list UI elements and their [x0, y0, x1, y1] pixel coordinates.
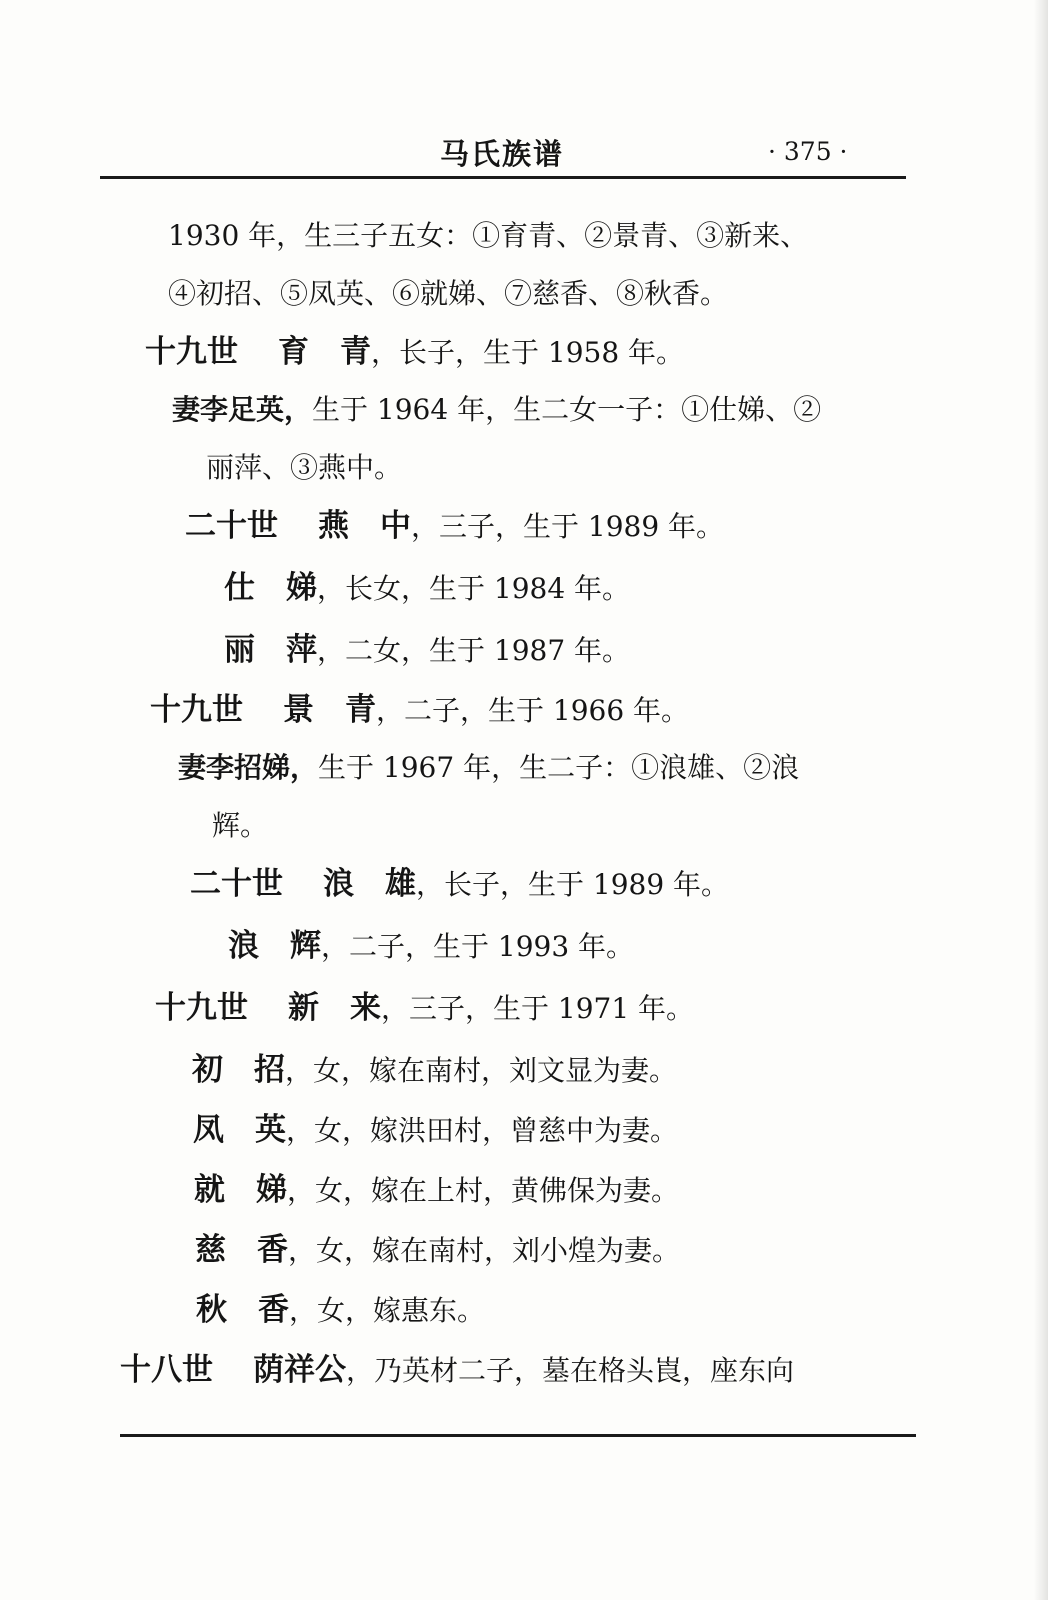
generation-label: 十八世: [120, 1352, 213, 1388]
entry-line: [196, 1292, 485, 1329]
line-text: 丽萍、③燕中。: [206, 451, 403, 484]
text-line: [206, 450, 402, 486]
entry-line: [224, 632, 630, 669]
person-name: 秋 香: [196, 1292, 289, 1328]
person-name: 浪 辉: [228, 928, 321, 964]
person-name: 荫祥公: [253, 1352, 346, 1388]
entry-line: [120, 1352, 794, 1389]
person-name: 初 招: [192, 1052, 285, 1088]
footer-rule: [120, 1434, 916, 1437]
entry-text: ，三子，生于 1971 年。: [381, 992, 695, 1025]
person-name: 燕 中: [318, 508, 411, 544]
generation-label: 十九世: [150, 692, 243, 728]
wife-name: 妻李招娣，: [178, 751, 319, 784]
entry-line: [155, 990, 694, 1027]
person-name: 景 青: [283, 692, 376, 728]
line-text: 辉。: [212, 809, 269, 842]
entry-text: ，二女，生于 1987 年。: [317, 634, 631, 667]
entry-line: [192, 1052, 677, 1089]
entry-line: [145, 334, 684, 371]
person-name: 仕 娣: [224, 570, 317, 606]
page-number: · 375 ·: [768, 137, 848, 166]
entry-text: ，女，嫁洪田村，曾慈中为妻。: [286, 1114, 679, 1147]
text-line: [168, 276, 728, 312]
entry-line: [195, 1232, 680, 1269]
entry-line: [224, 570, 630, 607]
person-name: 育 青: [278, 334, 371, 370]
entry-text: ，女，嫁在上村，黄佛保为妻。: [287, 1174, 680, 1207]
entry-text: ，乃英材二子，墓在格头崀，座东向: [346, 1354, 795, 1387]
generation-label: 十九世: [155, 990, 248, 1026]
entry-text: ，女，嫁在南村，刘小煌为妻。: [288, 1234, 681, 1267]
entry-text: ，女，嫁惠东。: [289, 1294, 486, 1327]
person-name: 浪 雄: [323, 866, 416, 902]
running-header-title: 马氏族谱: [440, 137, 565, 171]
entry-text: ，二子，生于 1966 年。: [376, 694, 690, 727]
entry-text: ，长子，生于 1989 年。: [416, 868, 730, 901]
entry-line: [190, 866, 729, 903]
person-name: 慈 香: [195, 1232, 288, 1268]
person-name: 凤 英: [193, 1112, 286, 1148]
text-line: [212, 808, 268, 844]
entry-text: 生于 1967 年，生二子：①浪雄、②浪: [318, 751, 800, 784]
wife-line: [172, 392, 821, 428]
person-name: 新 来: [288, 990, 381, 1026]
line-text: 1930 年，生三子五女：①育青、②景青、③新来、: [168, 219, 809, 252]
wife-line: [178, 750, 799, 786]
page-edge-shadow: [1034, 0, 1048, 1600]
person-name: 丽 萍: [224, 632, 317, 668]
text-line: [168, 218, 808, 254]
person-name: 就 娣: [194, 1172, 287, 1208]
entry-text: ，二子，生于 1993 年。: [321, 930, 635, 963]
header-rule: [100, 176, 906, 179]
entry-line: [194, 1172, 679, 1209]
entry-line: [193, 1112, 678, 1149]
entry-text: ，三子，生于 1989 年。: [411, 510, 725, 543]
entry-line: [228, 928, 634, 965]
entry-line: [150, 692, 689, 729]
entry-line: [185, 508, 724, 545]
entry-text: 生于 1964 年，生二女一子：①仕娣、②: [312, 393, 822, 426]
entry-text: ，长女，生于 1984 年。: [317, 572, 631, 605]
line-text: ④初招、⑤凤英、⑥就娣、⑦慈香、⑧秋香。: [168, 277, 729, 310]
entry-text: ，长子，生于 1958 年。: [371, 336, 685, 369]
entry-text: ，女，嫁在南村，刘文显为妻。: [285, 1054, 678, 1087]
generation-label: 二十世: [190, 866, 283, 902]
generation-label: 二十世: [185, 508, 278, 544]
generation-label: 十九世: [145, 334, 238, 370]
wife-name: 妻李足英，: [172, 393, 313, 426]
